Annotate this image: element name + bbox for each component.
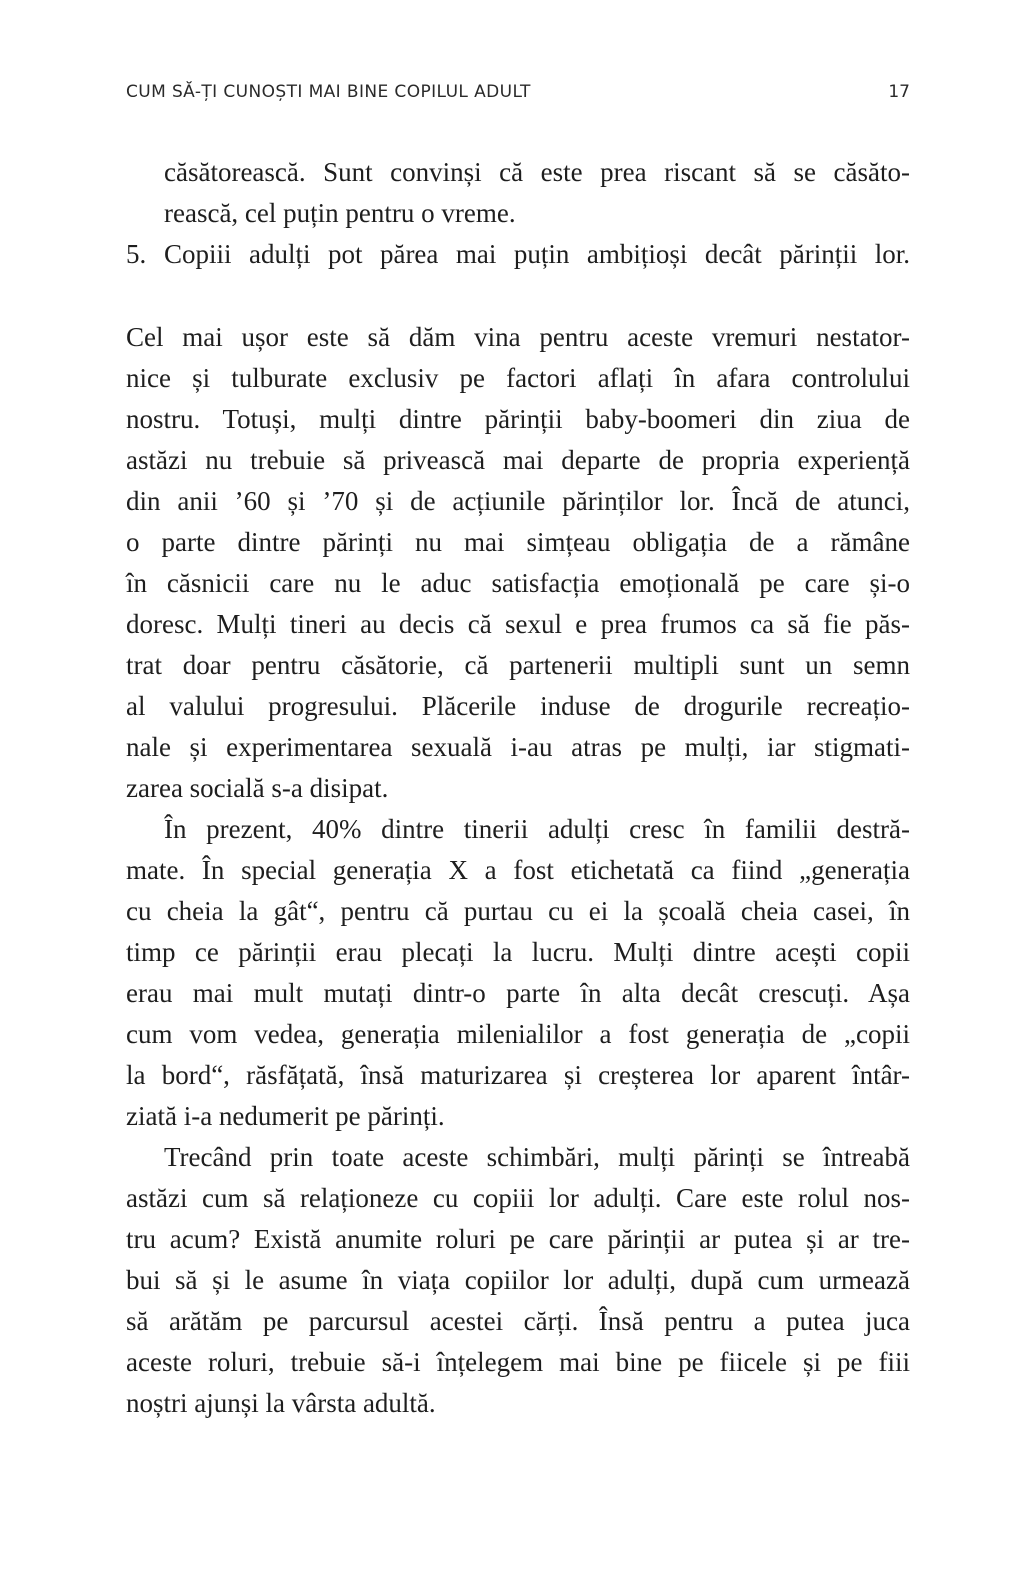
text-line: tru acum? Există anumite roluri pe care părinții ar putea și ar tre- <box>126 1224 910 1254</box>
text-line: la bord“, răsfățată, însă maturizarea și creșterea lor aparent întâr- <box>126 1060 910 1090</box>
paragraph-3 <box>126 1137 910 1424</box>
text-line: Trecând prin toate aceste schimbări, mulți părinți se întreabă <box>164 1142 910 1172</box>
text-line: zarea socială s-a disipat. <box>126 773 389 803</box>
running-header <box>126 82 910 102</box>
text-line: Cel mai ușor este să dăm vina pentru aceste vremuri nestator- <box>126 322 910 352</box>
text-line: rească, cel puțin pentru o vreme. <box>164 198 516 228</box>
text-line: cum vom vedea, generația milenialilor a fost generația de „copii <box>126 1019 910 1049</box>
text-line: timp ce părinții erau plecați la lucru. Mulți dintre acești copii <box>126 937 910 967</box>
text-line: trat doar pentru căsătorie, că partenerii multipli sunt un semn <box>126 650 910 680</box>
list-item-text: Copiii adulți pot părea mai puțin ambițioși decât părinții lor. <box>164 239 910 269</box>
text-line: doresc. Mulți tineri au decis că sexul e prea frumos ca să fie păs- <box>126 609 910 639</box>
text-line: bui să și le asume în viața copiilor lor adulți, după cum urmează <box>126 1265 910 1295</box>
page-number: 17 <box>888 82 910 102</box>
list-item-5 <box>126 234 910 275</box>
text-line: o parte dintre părinți nu mai simțeau obligația de a rămâne <box>126 527 910 557</box>
text-line: căsătorească. Sunt convinși că este prea riscant să se căsăto- <box>164 157 910 187</box>
text-line: să arătăm pe parcursul acestei cărți. Însă pentru a putea juca <box>126 1306 910 1336</box>
running-title: CUM SĂ-ȚI CUNOȘTI MAI BINE COPILUL ADULT <box>126 82 531 102</box>
text-line: noștri ajunși la vârsta adultă. <box>126 1388 436 1418</box>
text-line: astăzi cum să relaționeze cu copiii lor adulți. Care este rolul nos- <box>126 1183 910 1213</box>
list-continuation <box>126 152 910 234</box>
text-line: ziată i-a nedumerit pe părinți. <box>126 1101 445 1131</box>
text-line: în căsnicii care nu le aduc satisfacția emoțională pe care și-o <box>126 568 910 598</box>
text-line: nale și experimentarea sexuală i-au atras pe mulți, iar stigmati- <box>126 732 910 762</box>
paragraph-2 <box>126 809 910 1137</box>
text-line: erau mai mult mutați dintr-o parte în alta decât crescuți. Așa <box>126 978 910 1008</box>
text-line: nostru. Totuși, mulți dintre părinții baby-boomeri din ziua de <box>126 404 910 434</box>
text-line: astăzi nu trebuie să privească mai departe de propria experiență <box>126 445 910 475</box>
text-line: cu cheia la gât“, pentru că purtau cu ei la școală cheia casei, în <box>126 896 910 926</box>
text-line: nice și tulburate exclusiv pe factori aflați în afara controlului <box>126 363 910 393</box>
paragraph-1 <box>126 317 910 809</box>
text-line: din anii ’60 și ’70 și de acțiunile părinților lor. Încă de atunci, <box>126 486 910 516</box>
list-number: 5. <box>126 239 147 269</box>
section-gap <box>126 275 910 317</box>
text-line: aceste roluri, trebuie să-i înțelegem mai bine pe fiicele și pe fiii <box>126 1347 910 1377</box>
text-line: mate. În special generația X a fost etichetată ca fiind „generația <box>126 855 910 885</box>
text-line: În prezent, 40% dintre tinerii adulți cresc în familii destră- <box>164 814 910 844</box>
body-text <box>126 152 910 1424</box>
text-line: al valului progresului. Plăcerile induse de drogurile recreațio- <box>126 691 910 721</box>
